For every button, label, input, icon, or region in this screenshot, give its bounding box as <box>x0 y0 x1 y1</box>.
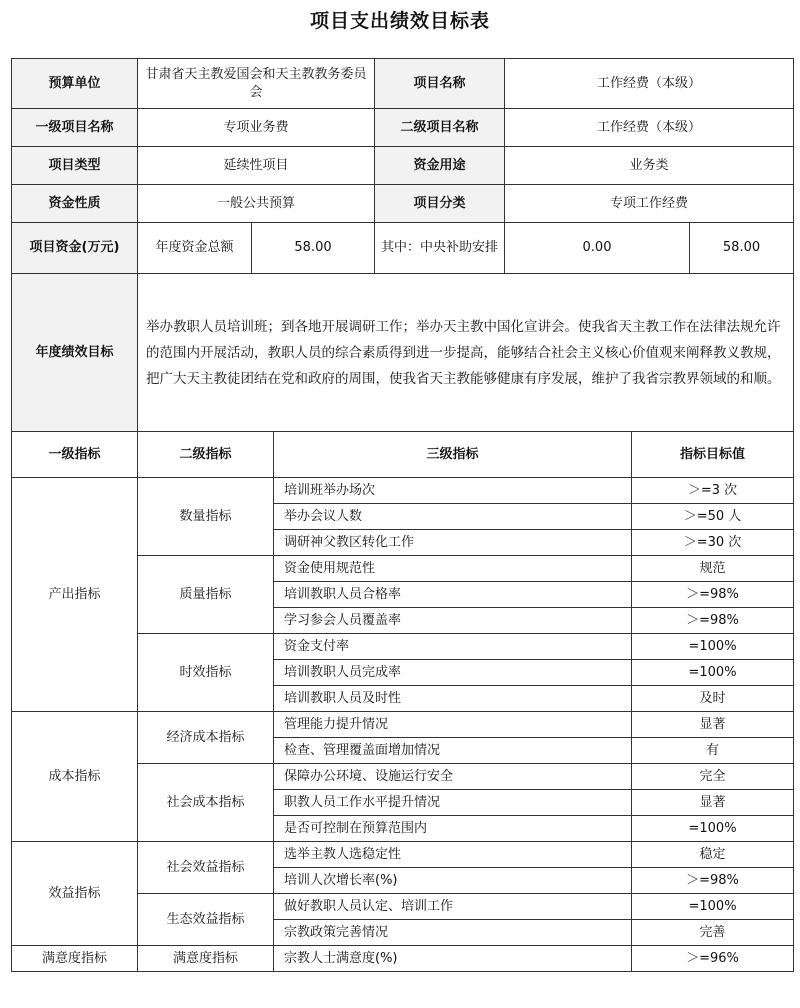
header-level3: 三级指标 <box>274 432 632 478</box>
level2-timeliness: 时效指标 <box>138 634 274 712</box>
indicator-value: ＞=98% <box>632 608 794 634</box>
indicator-name: 学习参会人员覆盖率 <box>274 608 632 634</box>
indicator-value: =100% <box>632 816 794 842</box>
annual-goal-label: 年度绩效目标 <box>12 274 138 432</box>
fund-use-value: 业务类 <box>505 147 794 185</box>
fund-nature-label: 资金性质 <box>12 185 138 223</box>
provincial-value: 58.00 <box>690 223 794 274</box>
indicator-name: 做好教职人员认定、培训工作 <box>274 894 632 920</box>
central-subsidy-label: 其中：中央补助安排 <box>375 223 505 274</box>
indicator-name: 举办会议人数 <box>274 504 632 530</box>
indicator-value: 及时 <box>632 686 794 712</box>
indicator-name: 培训教职人员合格率 <box>274 582 632 608</box>
indicator-value: 有 <box>632 738 794 764</box>
header-level1: 一级指标 <box>12 432 138 478</box>
fund-use-label: 资金用途 <box>375 147 505 185</box>
row-project-type <box>12 147 794 185</box>
indicator-name: 资金使用规范性 <box>274 556 632 582</box>
project-type-value: 延续性项目 <box>138 147 375 185</box>
indicator-value: =100% <box>632 660 794 686</box>
level2-name-value: 工作经费（本级） <box>505 109 794 147</box>
row-project-fund <box>12 223 794 274</box>
level2-eco-benefit: 生态效益指标 <box>138 894 274 946</box>
indicator-name: 资金支付率 <box>274 634 632 660</box>
level1-benefit: 效益指标 <box>12 842 138 946</box>
header-level2: 二级指标 <box>138 432 274 478</box>
level2-economic-cost: 经济成本指标 <box>138 712 274 764</box>
level2-quality: 质量指标 <box>138 556 274 634</box>
indicator-value: ＞=96% <box>632 946 794 972</box>
indicator-name: 培训教职人员完成率 <box>274 660 632 686</box>
annual-goal-text: 举办教职人员培训班；到各地开展调研工作；举办天主教中国化宣讲会。使我省天主教工作在法律法规允许的范围内开展活动，教职人员的综合素质得到进一步提高，能够结合社会主义核心价值观来阐释教义教规，把广大天主教徒团结在党和政府的周围，使我省天主教能够健康有序发展，维护了我省宗教界领域的和顺。 <box>138 274 794 432</box>
indicator-value: ＞=98% <box>632 582 794 608</box>
row-fund-nature <box>12 185 794 223</box>
row-annual-goal <box>12 274 794 432</box>
level1-name-value: 专项业务费 <box>138 109 375 147</box>
indicator-value: 显著 <box>632 790 794 816</box>
indicator-value: 显著 <box>632 712 794 738</box>
indicator-name: 是否可控制在预算范围内 <box>274 816 632 842</box>
project-category-value: 专项工作经费 <box>505 185 794 223</box>
fund-nature-value: 一般公共预算 <box>138 185 375 223</box>
indicator-value: =100% <box>632 634 794 660</box>
central-subsidy-value: 0.00 <box>505 223 690 274</box>
project-fund-label: 项目资金(万元) <box>12 223 138 274</box>
level1-name-label: 一级项目名称 <box>12 109 138 147</box>
indicator-header-row <box>12 432 794 478</box>
table-row <box>12 712 794 738</box>
indicator-value: ＞=98% <box>632 868 794 894</box>
annual-total-label: 年度资金总额 <box>138 223 252 274</box>
indicator-value: 完善 <box>632 920 794 946</box>
indicator-name: 调研神父教区转化工作 <box>274 530 632 556</box>
indicator-value: ＞=3 次 <box>632 478 794 504</box>
page-title: 项目支出绩效目标表 <box>309 10 490 32</box>
level1-cost: 成本指标 <box>12 712 138 842</box>
indicator-name: 培训班举办场次 <box>274 478 632 504</box>
indicator-name: 选举主教人选稳定性 <box>274 842 632 868</box>
project-category-label: 项目分类 <box>375 185 505 223</box>
level1-satisfaction: 满意度指标 <box>12 946 138 972</box>
indicator-name: 宗教人士满意度(%) <box>274 946 632 972</box>
indicator-value: =100% <box>632 894 794 920</box>
indicator-name: 管理能力提升情况 <box>274 712 632 738</box>
indicator-name: 宗教政策完善情况 <box>274 920 632 946</box>
indicator-value: 规范 <box>632 556 794 582</box>
header-target: 指标目标值 <box>632 432 794 478</box>
level2-social-cost: 社会成本指标 <box>138 764 274 842</box>
project-type-label: 项目类型 <box>12 147 138 185</box>
table-row <box>12 946 794 972</box>
level1-output: 产出指标 <box>12 478 138 712</box>
indicator-value: 完全 <box>632 764 794 790</box>
indicator-name: 培训教职人员及时性 <box>274 686 632 712</box>
indicator-name: 培训人次增长率(%) <box>274 868 632 894</box>
indicator-name: 保障办公环境、设施运行安全 <box>274 764 632 790</box>
row-level1-name <box>12 109 794 147</box>
indicator-value: 稳定 <box>632 842 794 868</box>
table-row <box>12 478 794 504</box>
indicator-value: ＞=50 人 <box>632 504 794 530</box>
table-row <box>12 842 794 868</box>
indicator-name: 检查、管理覆盖面增加情况 <box>274 738 632 764</box>
level2-quantity: 数量指标 <box>138 478 274 556</box>
level2-satisfaction: 满意度指标 <box>138 946 274 972</box>
level2-name-label: 二级项目名称 <box>375 109 505 147</box>
indicator-name: 职教人员工作水平提升情况 <box>274 790 632 816</box>
budget-unit-value: 甘肃省天主教爱国会和天主教教务委员会 <box>138 59 375 109</box>
annual-total-value: 58.00 <box>252 223 375 274</box>
row-budget-unit <box>12 59 794 109</box>
project-name-label: 项目名称 <box>375 59 505 109</box>
indicator-value: ＞=30 次 <box>632 530 794 556</box>
level2-social-benefit: 社会效益指标 <box>138 842 274 894</box>
budget-unit-label: 预算单位 <box>12 59 138 109</box>
project-name-value: 工作经费（本级） <box>505 59 794 109</box>
performance-table <box>11 58 794 972</box>
